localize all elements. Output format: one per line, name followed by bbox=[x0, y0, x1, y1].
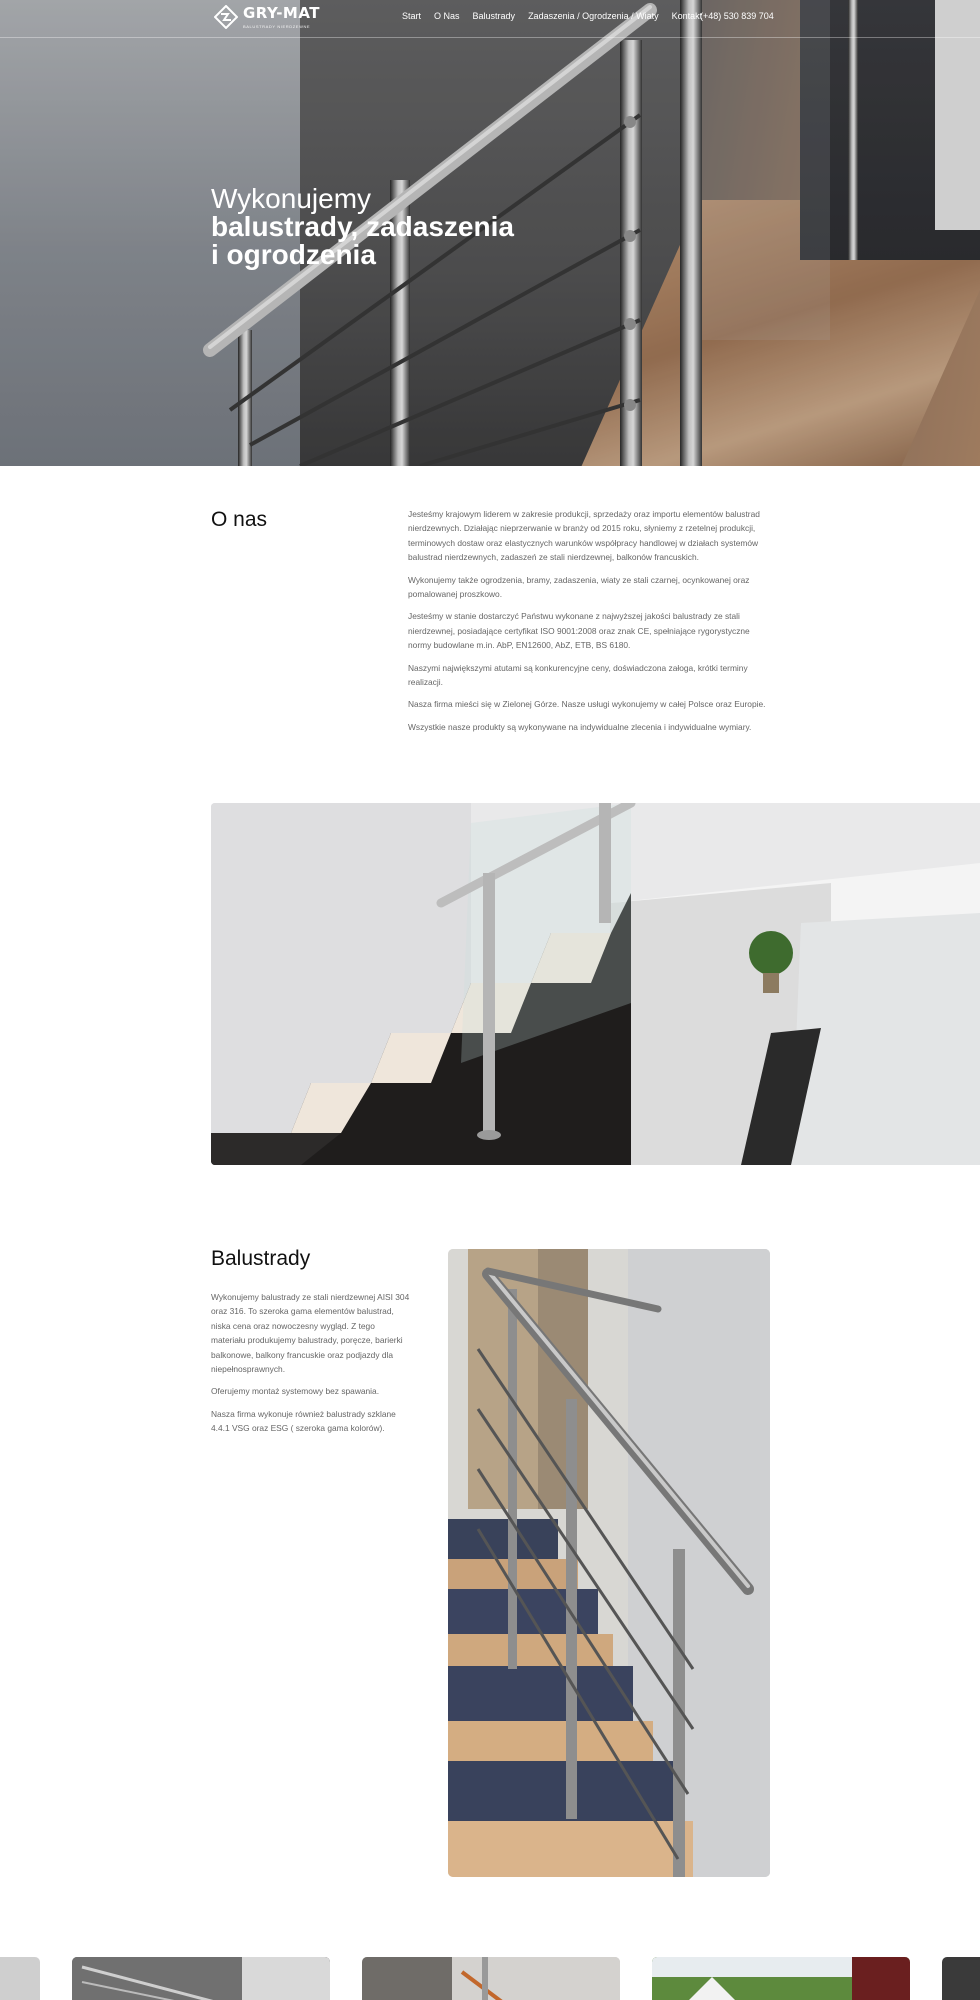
logo-icon bbox=[214, 5, 238, 29]
hero-title-line-1: Wykonujemy bbox=[211, 183, 372, 214]
balustrady-paragraph: Wykonujemy balustrady ze stali nierdzewnej AISI 304 oraz 316. To szeroka gama elementów balustrad, niska cena oraz nowoczesny wygląd. Z tego materiału produkujemy balustrady, poręcze, barierki balkonowe, balkony francuskie oraz podjazdy dla niepełnosprawnych. bbox=[211, 1292, 410, 1375]
about-paragraph: Nasza firma mieści się w Zielonej Górze. Nasze usługi wykonujemy w całej Polsce oraz Europie. bbox=[408, 699, 766, 710]
nav-link-o-nas[interactable]: O Nas bbox=[434, 11, 460, 21]
site-logo[interactable] bbox=[214, 4, 320, 30]
logo-wordmark bbox=[243, 5, 320, 29]
gallery-item[interactable] bbox=[72, 1957, 330, 2000]
balustrady-text bbox=[211, 1290, 411, 1444]
about-text bbox=[408, 507, 768, 742]
about-paragraph: Jesteśmy krajowym liderem w zakresie produkcji, sprzedaży oraz importu elementów balustrad nierdzewnych. Działając nieprzerwanie w branży od 2015 roku, słyniemy z rzetelnej produkcji, terminowych dostaw oraz elastycznych warunków współpracy handlowej w działach systemów balustrad nierdzewnych, zadaszeń ze stali nierdzewnej, balkonów francuskich. bbox=[408, 509, 760, 563]
gallery-item[interactable] bbox=[362, 1957, 620, 2000]
gallery-item[interactable] bbox=[0, 1957, 40, 2000]
hero-section bbox=[0, 0, 980, 466]
nav-link-zadaszenia[interactable]: Zadaszenia / Ogrodzenia / Wiaty bbox=[528, 11, 659, 21]
nav-link-start[interactable]: Start bbox=[402, 11, 422, 21]
site-header bbox=[0, 0, 980, 38]
logo-text: GRY-MAT bbox=[243, 4, 321, 22]
balustrady-photo bbox=[448, 1249, 770, 1877]
about-paragraph: Jesteśmy w stanie dostarczyć Państwu wykonane z najwyższej jakości balustrady ze stali nierdzewnej, posiadające certyfikat ISO 9001:2008 oraz znak CE, spełniające rygorystyczne normy budowlane m.in. AbP, EN12600, AbZ, ETB, BS 6180. bbox=[408, 611, 750, 651]
about-heading: O nas bbox=[211, 508, 268, 531]
gallery-thumbnail bbox=[652, 1957, 910, 2000]
balustrady-photo-illustration bbox=[448, 1249, 770, 1877]
nav-link-kontakt[interactable]: Kontakt bbox=[671, 11, 703, 21]
about-paragraph: Wykonujemy także ogrodzenia, bramy, zadaszenia, wiaty ze stali czarnej, ocynkowanej oraz pomalowanej proszkowo. bbox=[408, 574, 750, 600]
hero-title bbox=[211, 185, 631, 269]
balustrady-paragraph: Nasza firma wykonuje również balustrady szklane 4.4.1 VSG oraz ESG ( szeroka gama kolorów). bbox=[211, 1408, 396, 1434]
stairs-photo bbox=[211, 803, 980, 1165]
balustrady-paragraph: Oferujemy montaż systemowy bez spawania. bbox=[211, 1386, 380, 1397]
about-paragraph: Wszystkie nasze produkty są wykonywane na indywidualne zlecenia i indywidualne wymiary. bbox=[408, 721, 752, 732]
about-paragraph: Naszymi największymi atutami są konkurencyjne ceny, doświadczona załoga, krótki terminy realizacji. bbox=[408, 662, 748, 688]
logo-subtitle: BALUSTRADY NIERDZEWNE bbox=[243, 24, 311, 29]
hero-title-line-2: balustrady, zadaszenia bbox=[211, 211, 514, 242]
gallery-thumbnail bbox=[362, 1957, 620, 2000]
balustrady-heading: Balustrady bbox=[211, 1247, 311, 1270]
hero-title-line-3: i ogrodzenia bbox=[211, 239, 376, 270]
main-navigation bbox=[402, 11, 715, 21]
nav-phone-link[interactable]: (+48) 530 839 704 bbox=[700, 11, 774, 21]
nav-link-balustrady[interactable]: Balustrady bbox=[472, 11, 516, 21]
gallery-item[interactable] bbox=[652, 1957, 910, 2000]
stairs-photo-illustration bbox=[211, 803, 980, 1165]
gallery-item[interactable] bbox=[942, 1957, 980, 2000]
gallery-thumbnail bbox=[72, 1957, 330, 2000]
